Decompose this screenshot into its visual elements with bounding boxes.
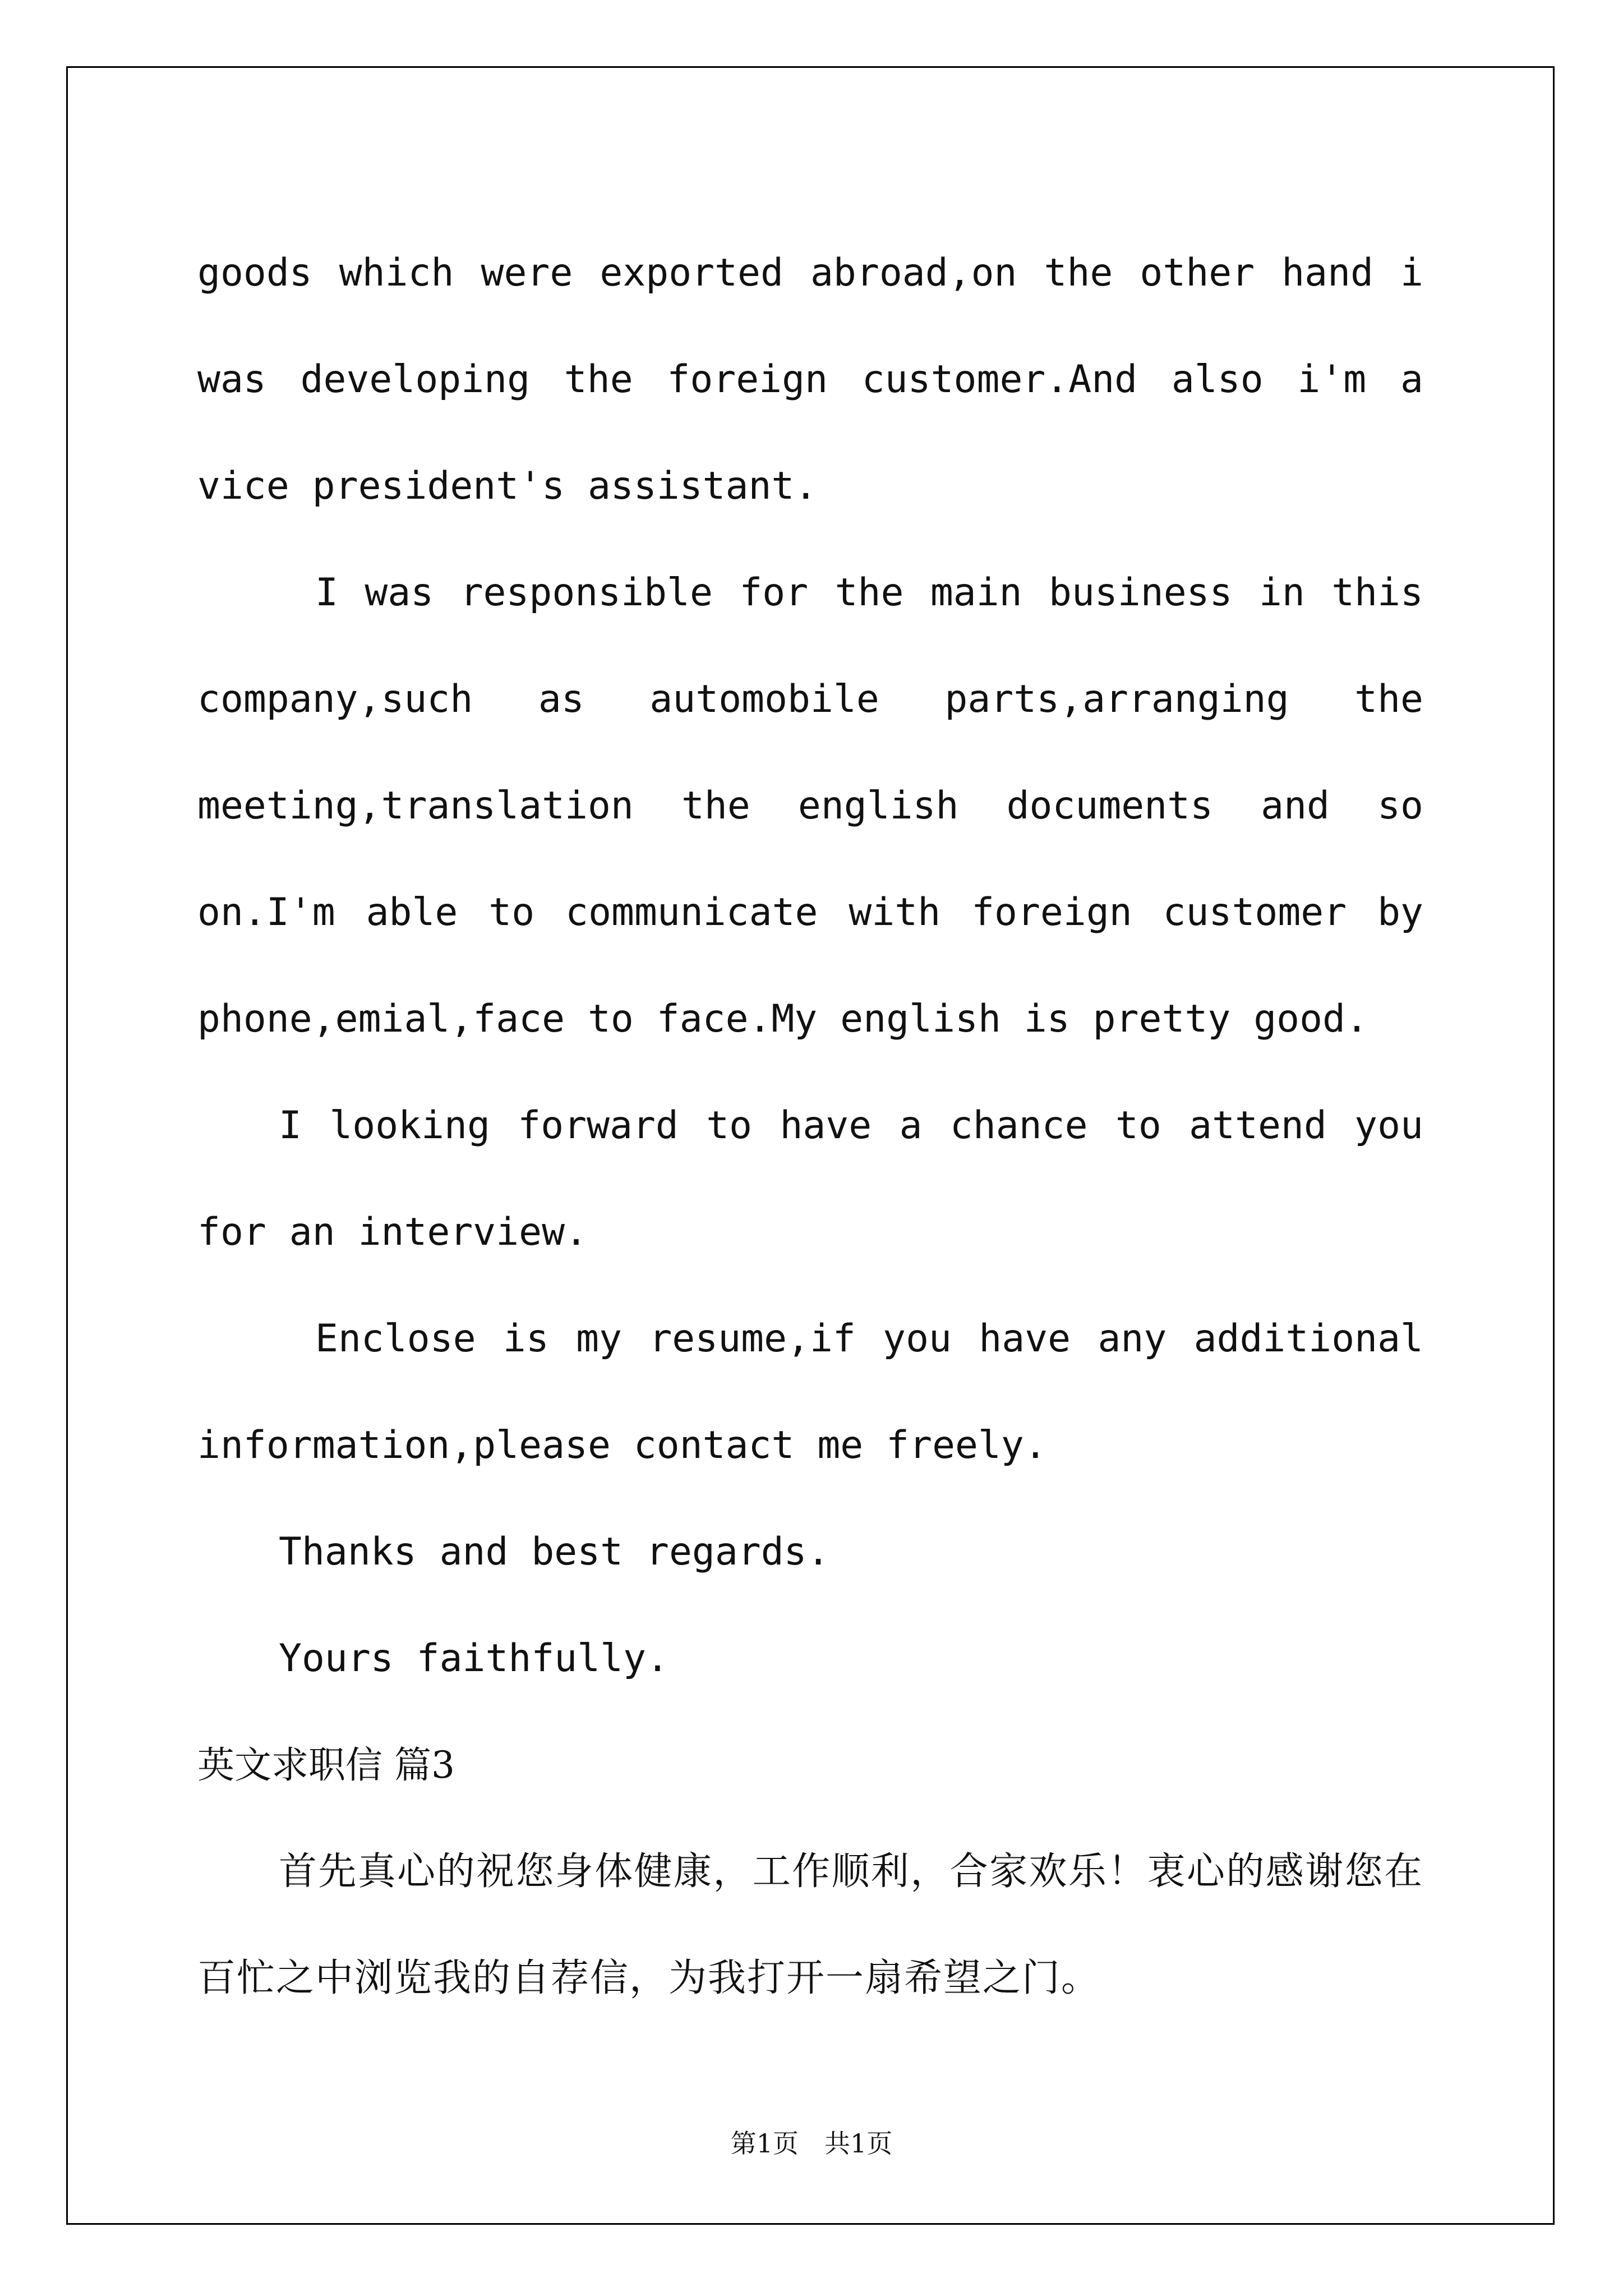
signoff-line: Yours faithfully. xyxy=(279,1636,669,1681)
document-body xyxy=(197,220,1423,2032)
closing-line: Thanks and best regards. xyxy=(279,1530,830,1574)
body-paragraph: I looking forward to have a chance to attend you for an interview. xyxy=(197,1103,1423,1254)
section-heading: 英文求职信 篇3 xyxy=(197,1743,455,1787)
chinese-paragraph: 首先真心的祝您身体健康，工作顺利，合家欢乐！衷心的感谢您在百忙之中浏览我的自荐信，为我打开一扇希望之门。 xyxy=(197,1849,1423,2000)
page-number-footer: 第1页 共1页 xyxy=(730,2128,893,2159)
body-paragraph: I was responsible for the main business in this company,such as automobile parts,arranging the meeting,translation the english documents and so on.I'm able to communicate with foreign customer by phone,emial,face to face.My english is pretty good. xyxy=(197,570,1423,1041)
body-paragraph: Enclose is my resume,if you have any additional information,please contact me freely. xyxy=(197,1317,1423,1467)
body-paragraph: goods which were exported abroad,on the other hand i was developing the foreign customer.And also i'm a vice president's assistant. xyxy=(197,251,1423,508)
